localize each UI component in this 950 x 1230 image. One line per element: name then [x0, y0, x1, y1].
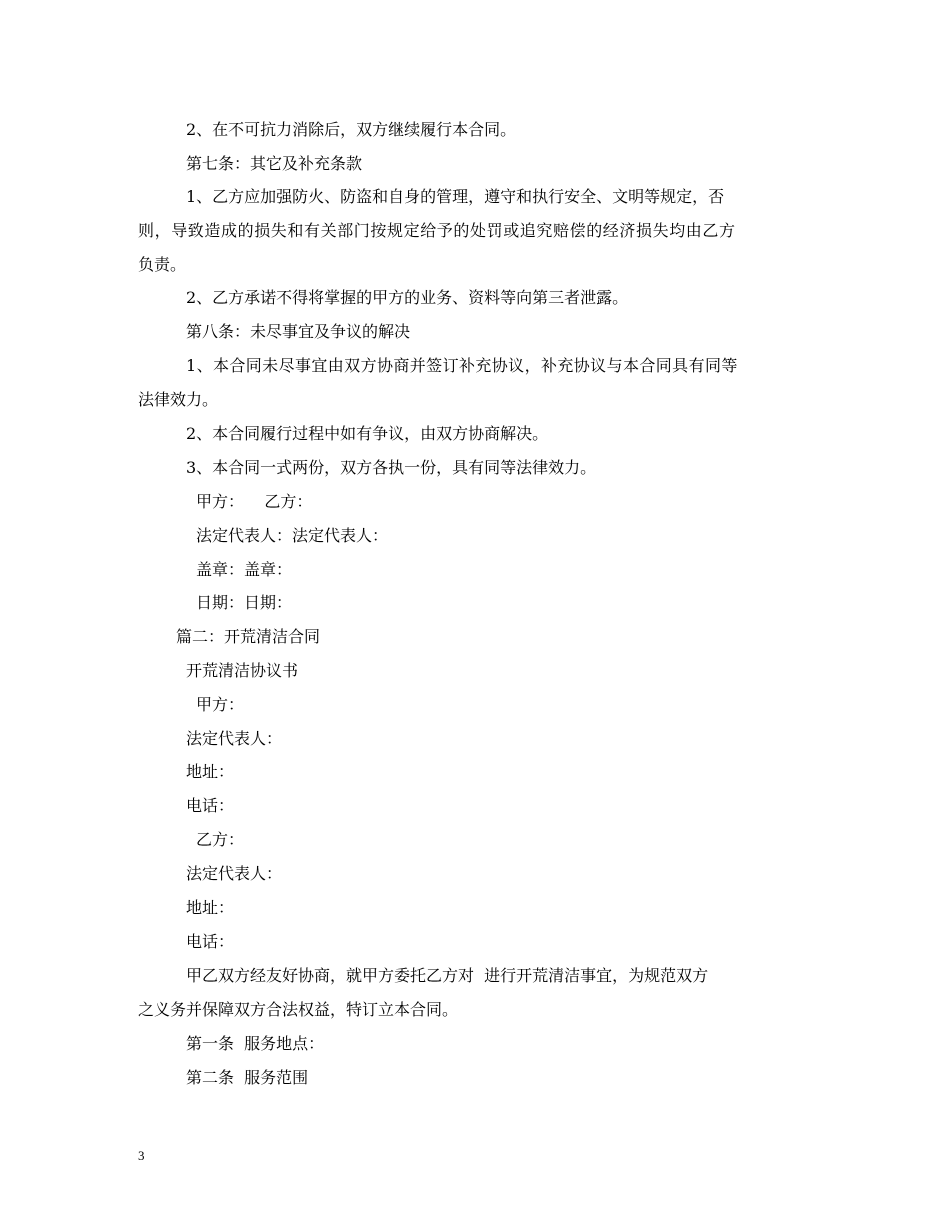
text-line: 负责。: [138, 255, 187, 274]
chapter-heading: 篇二：开荒清洁合同: [176, 627, 321, 646]
text-line: 1、本合同未尽事宜由双方协商并签订补充协议，补充协议与本合同具有同等: [186, 356, 738, 375]
section-heading: 第七条：其它及补充条款: [186, 154, 363, 173]
signature-seal-line: 盖章：盖章：: [196, 560, 293, 579]
text-line: 甲乙双方经友好协商，就甲方委托乙方对 进行开荒清洁事宜，为规范双方: [186, 966, 709, 985]
field-label: 地址：: [186, 762, 235, 781]
field-label: 地址：: [186, 898, 235, 917]
text-line: 2、本合同履行过程中如有争议，由双方协商解决。: [186, 424, 549, 443]
field-label: 电话：: [186, 796, 235, 815]
field-label: 法定代表人：: [186, 729, 283, 748]
section-heading: 第一条 服务地点：: [186, 1034, 325, 1053]
text-line: 2、乙方承诺不得将掌握的甲方的业务、资料等向第三者泄露。: [186, 288, 629, 307]
text-line: 法律效力。: [138, 390, 219, 409]
text-line: 1、乙方应加强防火、防盗和自身的管理，遵守和执行安全、文明等规定，否: [186, 187, 725, 206]
text-line: 2、在不可抗力消除后，双方继续履行本合同。: [186, 120, 517, 139]
section-heading: 第二条 服务范围: [186, 1068, 309, 1087]
signature-party-line: 甲方： 乙方：: [196, 492, 313, 511]
signature-date-line: 日期：日期：: [196, 593, 293, 612]
party-b-label: 乙方：: [196, 830, 245, 849]
field-label: 电话：: [186, 932, 235, 951]
signature-rep-line: 法定代表人：法定代表人：: [196, 526, 389, 545]
text-line: 3、本合同一式两份，双方各执一份，具有同等法律效力。: [186, 458, 597, 477]
text-line: 之义务并保障双方合法权益，特订立本合同。: [138, 1000, 459, 1019]
field-label: 法定代表人：: [186, 864, 283, 883]
text-line: 则，导致造成的损失和有关部门按规定给予的处罚或追究赔偿的经济损失均由乙方: [138, 221, 736, 240]
page-number: 3: [138, 1148, 145, 1163]
document-title: 开荒清洁协议书: [186, 661, 299, 680]
section-heading: 第八条：未尽事宜及争议的解决: [186, 322, 411, 341]
party-a-label: 甲方：: [196, 695, 245, 714]
